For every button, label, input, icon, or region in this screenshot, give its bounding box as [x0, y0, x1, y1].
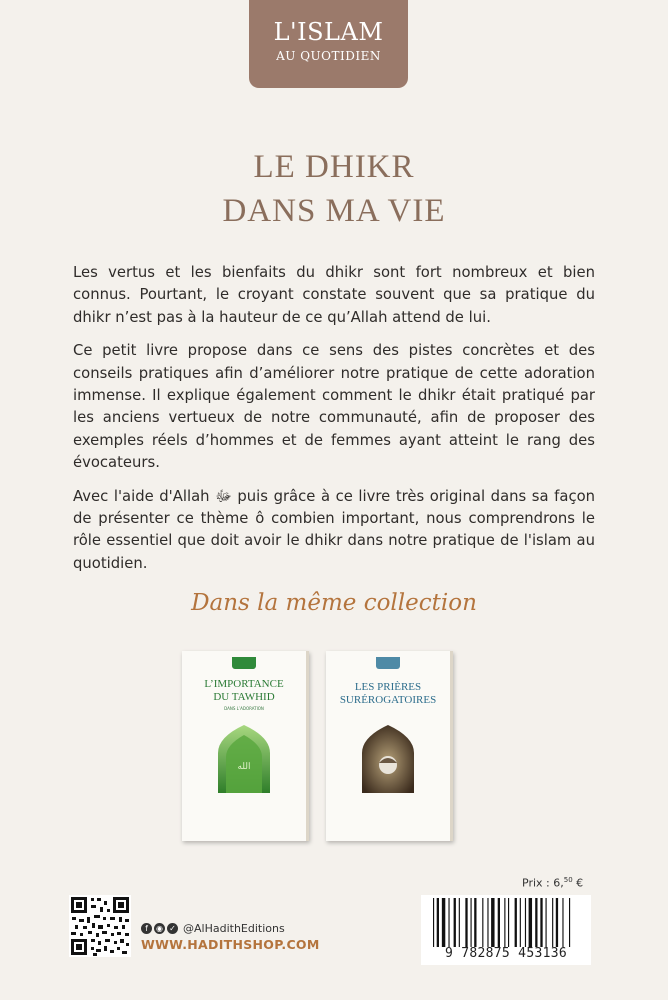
book-title-line1: LE DHIKR	[253, 149, 415, 185]
book-cover-subtitle: DANS L’ADORATION	[224, 706, 264, 711]
blurb-paragraph: Ce petit livre propose dans ce sens des pistes concrètes et des conseils pratiques afin d’améliorer notre pratique de cette adoration immense. Il explique également comment le dhikr était pratiqué par les anciens vertueux de notre communauté, afin de proposer des exemples réels d’hommes et de femmes ayant atteint le rang des évocateurs.	[73, 342, 595, 472]
svg-text:الله: الله	[237, 762, 251, 772]
price-label	[522, 876, 583, 890]
book-cover-title	[182, 678, 306, 704]
blurb-paragraph: Les vertus et les bienfaits du dhikr sont fort nombreux et bien connus. Pourtant, le croyant constate souvent que sa pratique du dhikr n’est pas à la hauteur de ce qu’Allah attend de lui.	[73, 264, 595, 326]
price-currency: €	[576, 876, 584, 890]
praying-man-illustration	[360, 723, 416, 793]
twitter-icon[interactable]: ✓	[167, 923, 178, 934]
website-link[interactable]: WWW.HADITHSHOP.COM	[141, 937, 320, 952]
series-badge	[249, 0, 408, 88]
collection-book-prieres	[326, 651, 453, 841]
collection-book-tawhid	[182, 651, 309, 841]
book-cover-title-line2: DU TAWHID	[213, 691, 275, 703]
series-badge-subtitle: AU QUOTIDIEN	[276, 49, 381, 63]
mosque-arch-illustration	[216, 723, 272, 793]
instagram-icon[interactable]: ◉	[154, 923, 165, 934]
price-amount: 6,	[553, 876, 564, 890]
back-cover-blurb	[73, 262, 595, 586]
price-label-text: Prix :	[522, 876, 550, 890]
qr-code-icon	[69, 895, 131, 957]
price-cents: 50	[563, 876, 573, 884]
social-links	[141, 922, 285, 935]
blurb-paragraph: Avec l'aide d'Allah ﷻ puis grâce à ce livre très original dans sa façon de présenter ce thème ô combien important, nous comprendrons le rôle essentiel que doit avoir le dhikr dans notre pratique de l'islam au quotidien.	[73, 487, 596, 572]
book-series-badge	[232, 657, 256, 669]
book-series-badge	[376, 657, 400, 669]
barcode-icon	[431, 898, 585, 947]
book-cover-title	[326, 681, 450, 707]
book-cover-title-line1: L’IMPORTANCE	[204, 678, 284, 690]
social-handle: @AlHadithEditions	[183, 922, 285, 935]
facebook-icon[interactable]: f	[141, 923, 152, 934]
series-badge-title: L'ISLAM	[273, 18, 384, 46]
isbn-number: 9 782875 453136	[445, 946, 567, 961]
book-title-line2: DANS MA VIE	[222, 193, 446, 229]
book-cover-title-line1: LES PRIÈRES	[354, 681, 422, 693]
book-cover-title-line2: SURÉROGATOIRES	[339, 694, 437, 706]
collection-heading: Dans la même collection	[191, 590, 477, 616]
